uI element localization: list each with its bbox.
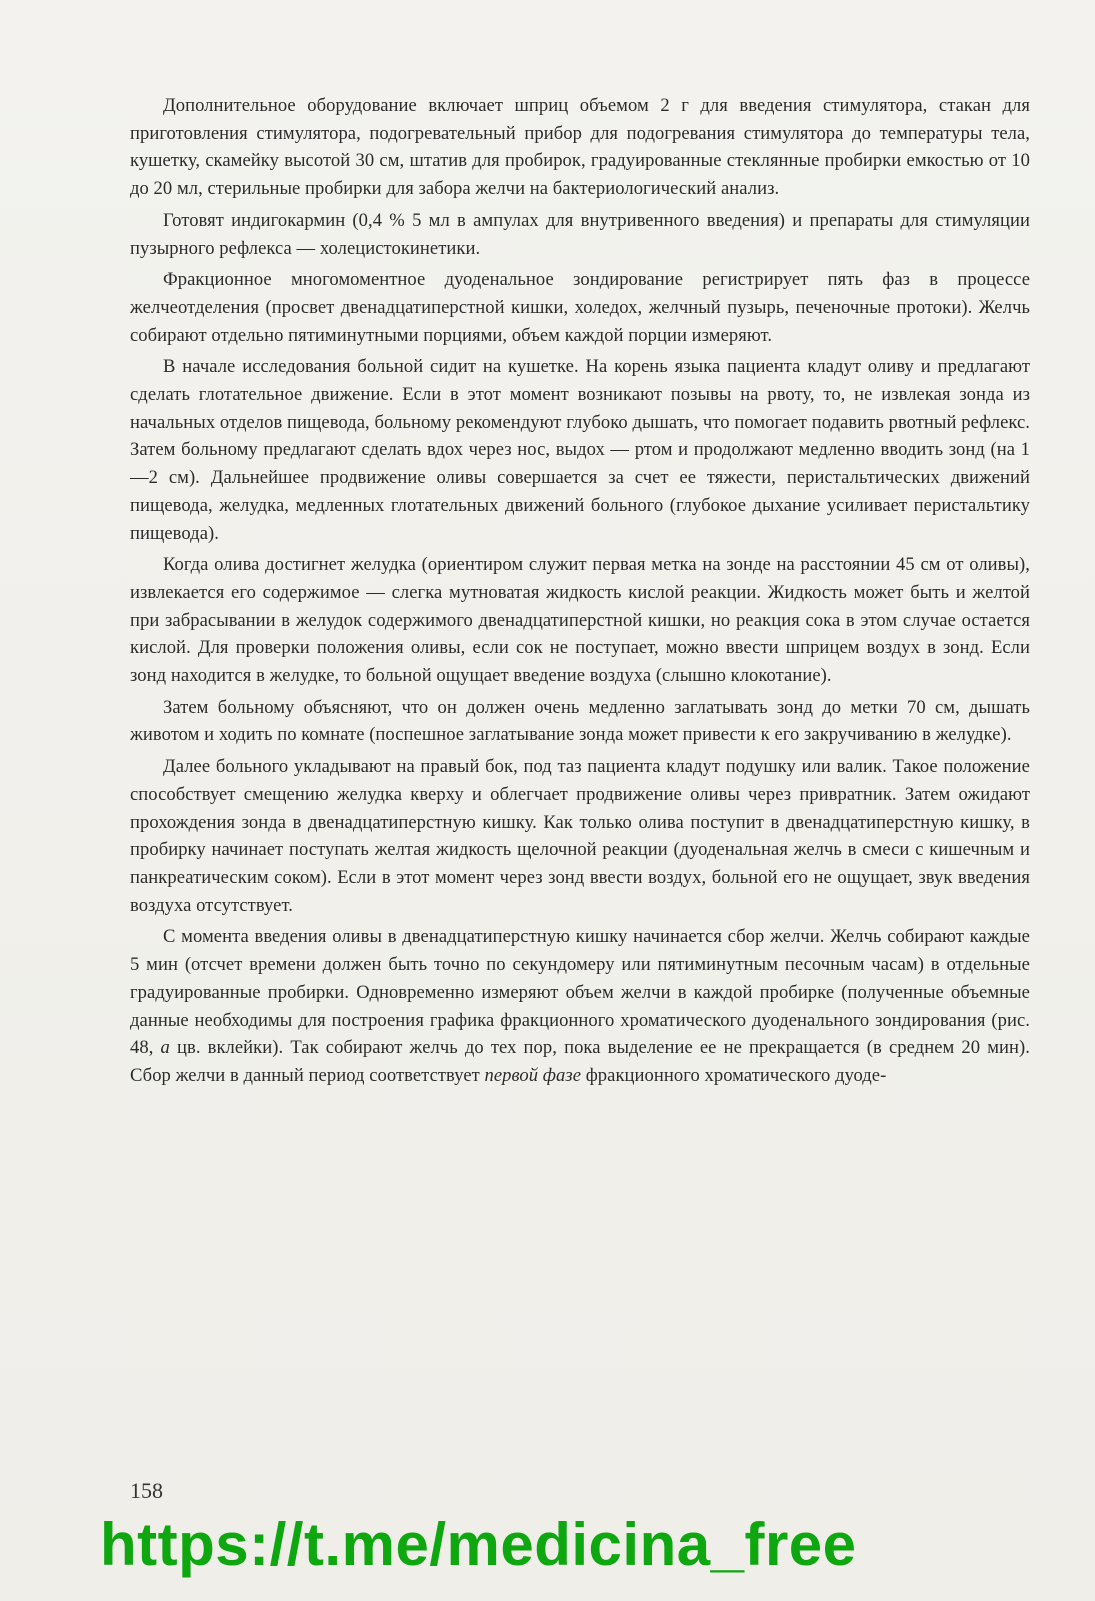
text-fragment: фракционного хроматического дуоде- bbox=[581, 1064, 887, 1086]
body-text bbox=[130, 92, 1030, 1094]
figure-letter: а bbox=[160, 1037, 170, 1059]
paragraph-fractional-sounding: Фракционное многомоментное дуоденальное зондирование регистрирует пять фаз в процессе желчеотделения (просвет двенадцатиперстной кишки, холедох, желчный пузырь, печеночные протоки). Желчь собирают отдельно пятиминутными порциями, объем каждой порции измеряют. bbox=[130, 269, 1030, 346]
text-fragment: цв. вклейки). Так собирают желчь до тех пор, пока выделение ее не прекращается (в среднем 20 мин). Сбор желчи в данный период соответствует bbox=[130, 1037, 1030, 1086]
text-fragment: С момента введения оливы в двенадцатиперстную кишку начинается сбор желчи. Желчь собирают каждые 5 мин (отсчет времени должен быть точно по секундомеру или пятиминутным песочным часам) в отдельные градуированные пробирки. Одновременно измеряют объем желчи в каждой пробирке (полученные объемные данные необходимы для построения графика фракционного хроматического дуоденального зондирования (рис. 48, bbox=[130, 926, 1030, 1059]
page-number: 158 bbox=[130, 1478, 163, 1503]
paragraph-insertion: В начале исследования больной сидит на кушетке. На корень языка пациента кладут оливу и предлагают сделать глотательное движение. Если в этот момент возникают позывы на рвоту, то, не извлекая зонда из начальных отделов пищевода, больному рекомендуют глубоко дышать, что помогает подавить рвотный рефлекс. Затем больному предлагают сделать вдох через нос, выдох — ртом и продолжают медленно вводить зонд (на 1—2 см). Дальнейшее продвижение оливы совершается за счет ее тяжести, перистальтических движений пищевода, желудка, медленных глотательных движений больного (глубокое дыхание усиливает перистальтику пищевода). bbox=[130, 356, 1030, 544]
paragraph-bile-collection bbox=[130, 923, 1030, 1089]
paragraph-equipment: Дополнительное оборудование включает шприц объемом 2 г для введения стимулятора, стакан для приготовления стимулятора, подогревательный прибор для подогревания стимулятора до температуры тела, кушетку, скамейку высотой 30 см, штатив для пробирок, градуированные стеклянные пробирки емкостью от 10 до 20 мл, стерильные пробирки для забора желчи на бактериологический анализ. bbox=[130, 95, 1030, 200]
paragraph-swallowing: Затем больному объясняют, что он должен очень медленно заглатывать зонд до метки 70 см, дышать животом и ходить по комнате (поспешное заглатывание зонда может привести к его закручиванию в желудке). bbox=[130, 696, 1030, 746]
paragraph-stomach: Когда олива достигнет желудка (ориентиром служит первая метка на зонде на расстоянии 45 см от оливы), извлекается его содержимое — слегка мутноватая жидкость кислой реакции. Жидкость может быть и желтой при забрасывании в желудок содержимого двенадцатиперстной кишки, но реакция сока в этом случае остается кислой. Для проверки положения оливы, если сок не поступает, можно ввести шприцем воздух в зонд. Если зонд находится в желудке, то больной ощущает введение воздуха (слышно клокотание). bbox=[130, 554, 1030, 687]
paragraph-right-side: Далее больного укладывают на правый бок, под таз пациента кладут подушку или валик. Такое положение способствует смещению желудка кверху и облегчает продвижение оливы через привратник. Затем ожидают прохождения зонда в двенадцатиперстную кишку. Как только олива поступит в двенадцатиперстную кишку, в пробирку начинает поступать желтая жидкость щелочной реакции (дуоденальная желчь в смеси с кишечным и панкреатическим соком). Если в этот момент через зонд ввести воздух, больной его не ощущает, звук введения воздуха отсутствует. bbox=[130, 756, 1030, 916]
paragraph-indigocarmine: Готовят индигокармин (0,4 % 5 мл в ампулах для внутривенного введения) и препараты для стимуляции пузырного рефлекса — холецистокинетики. bbox=[130, 209, 1030, 259]
watermark-link[interactable]: https://t.me/medicina_free bbox=[100, 1511, 857, 1578]
emphasis-first-phase: первой фазе bbox=[484, 1064, 582, 1086]
